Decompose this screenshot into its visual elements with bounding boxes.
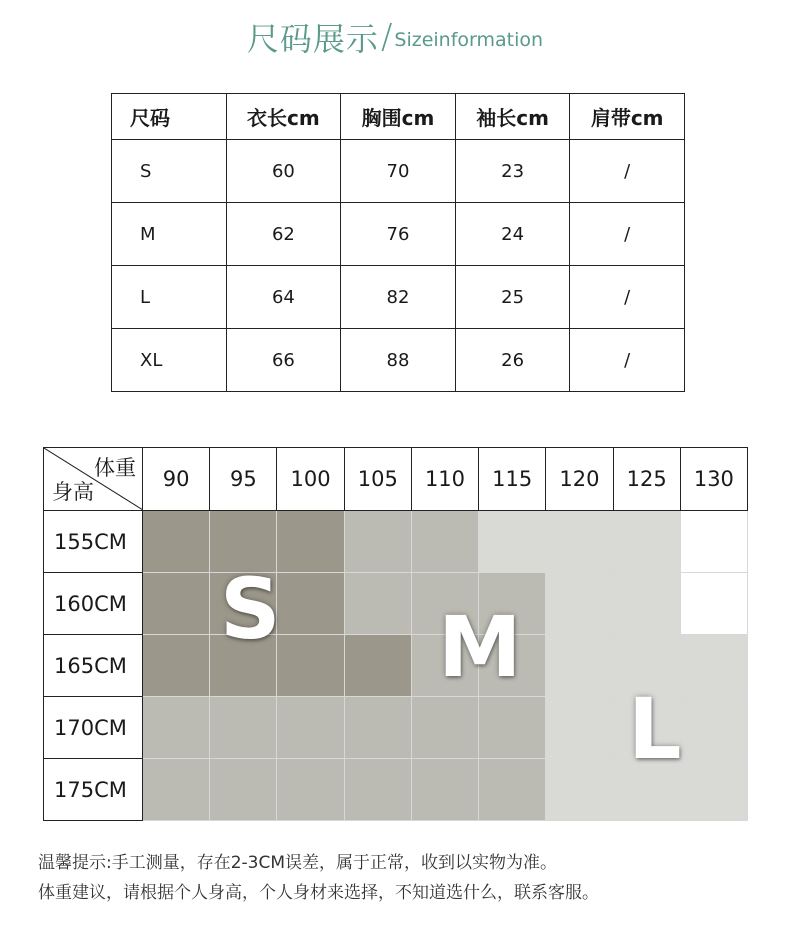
grid-cell (143, 573, 210, 635)
grid-cell (210, 697, 277, 759)
table-row (112, 329, 685, 392)
corner-height-label: 身高 (52, 480, 94, 504)
size-cell: XL (112, 329, 227, 392)
header-bust: 胸围cm (341, 94, 456, 140)
grid-cell (344, 511, 411, 573)
size-cell: M (112, 203, 227, 266)
size-m-label: M (438, 598, 522, 696)
bust-cell: 76 (341, 203, 456, 266)
sleeve-cell: 23 (455, 140, 570, 203)
grid-cell (411, 697, 478, 759)
table-row (112, 203, 685, 266)
grid-cell (411, 759, 478, 821)
weight-header: 100 (277, 448, 344, 511)
grid-cell (546, 635, 613, 697)
bust-cell: 88 (341, 329, 456, 392)
length-cell: 60 (226, 140, 341, 203)
grid-cell (411, 511, 478, 573)
grid-cell (344, 759, 411, 821)
grid-cell (344, 573, 411, 635)
grid-cell (143, 511, 210, 573)
weight-header: 110 (411, 448, 478, 511)
note-weight-advice: 体重建议，请根据个人身高，个人身材来选择，不知道选什么，联系客服。 (38, 883, 599, 903)
grid-cell (613, 573, 680, 635)
grid-row (44, 573, 748, 635)
header-length: 衣长cm (226, 94, 341, 140)
height-label: 160CM (44, 573, 143, 635)
length-cell: 64 (226, 266, 341, 329)
weight-header: 125 (613, 448, 680, 511)
sleeve-cell: 26 (455, 329, 570, 392)
size-table-header-row (112, 94, 685, 140)
grid-cell (143, 697, 210, 759)
grid-cell (143, 759, 210, 821)
note-measurement: 温馨提示:手工测量，存在2-3CM误差，属于正常，收到以实物为准。 (38, 853, 558, 873)
title-sub: Sizeinformation (394, 29, 544, 51)
bust-cell: 82 (341, 266, 456, 329)
corner-weight-label: 体重 (94, 456, 136, 480)
table-row (112, 266, 685, 329)
weight-header: 90 (143, 448, 210, 511)
table-row (112, 140, 685, 203)
size-cell: S (112, 140, 227, 203)
grid-cell (680, 697, 747, 759)
grid-cell (613, 511, 680, 573)
grid-cell (277, 511, 344, 573)
height-label: 165CM (44, 635, 143, 697)
grid-cell (680, 635, 747, 697)
size-cell: L (112, 266, 227, 329)
size-s-label: S (220, 560, 281, 658)
weight-header: 95 (210, 448, 277, 511)
height-label: 155CM (44, 511, 143, 573)
title-slash: / (380, 17, 393, 57)
header-strap: 肩带cm (570, 94, 685, 140)
page-title (0, 14, 790, 60)
grid-cell (143, 635, 210, 697)
grid-cell (277, 759, 344, 821)
height-label: 170CM (44, 697, 143, 759)
weight-header: 105 (344, 448, 411, 511)
title-main: 尺码展示 (246, 20, 379, 58)
header-size: 尺码 (112, 94, 227, 140)
length-cell: 66 (226, 329, 341, 392)
strap-cell: / (570, 266, 685, 329)
grid-cell (680, 573, 747, 635)
sleeve-cell: 24 (455, 203, 570, 266)
grid-cell (344, 697, 411, 759)
grid-cell (479, 759, 546, 821)
bust-cell: 70 (341, 140, 456, 203)
grid-cell (479, 697, 546, 759)
grid-cell (277, 573, 344, 635)
weight-header: 115 (479, 448, 546, 511)
weight-header: 120 (546, 448, 613, 511)
strap-cell: / (570, 203, 685, 266)
grid-cell (546, 511, 613, 573)
size-l-label: L (628, 680, 682, 778)
height-label: 175CM (44, 759, 143, 821)
grid-corner (44, 448, 143, 511)
grid-row (44, 511, 748, 573)
grid-cell (479, 511, 546, 573)
sleeve-cell: 25 (455, 266, 570, 329)
length-cell: 62 (226, 203, 341, 266)
grid-cell (546, 573, 613, 635)
weight-header: 130 (680, 448, 747, 511)
grid-cell (344, 635, 411, 697)
strap-cell: / (570, 140, 685, 203)
header-sleeve: 袖长cm (455, 94, 570, 140)
grid-cell (546, 697, 613, 759)
grid-cell (680, 759, 747, 821)
grid-cell (277, 635, 344, 697)
size-table (111, 93, 685, 392)
grid-cell (277, 697, 344, 759)
grid-cell (546, 759, 613, 821)
grid-cell (680, 511, 747, 573)
grid-header-row (44, 448, 748, 511)
strap-cell: / (570, 329, 685, 392)
grid-cell (210, 759, 277, 821)
